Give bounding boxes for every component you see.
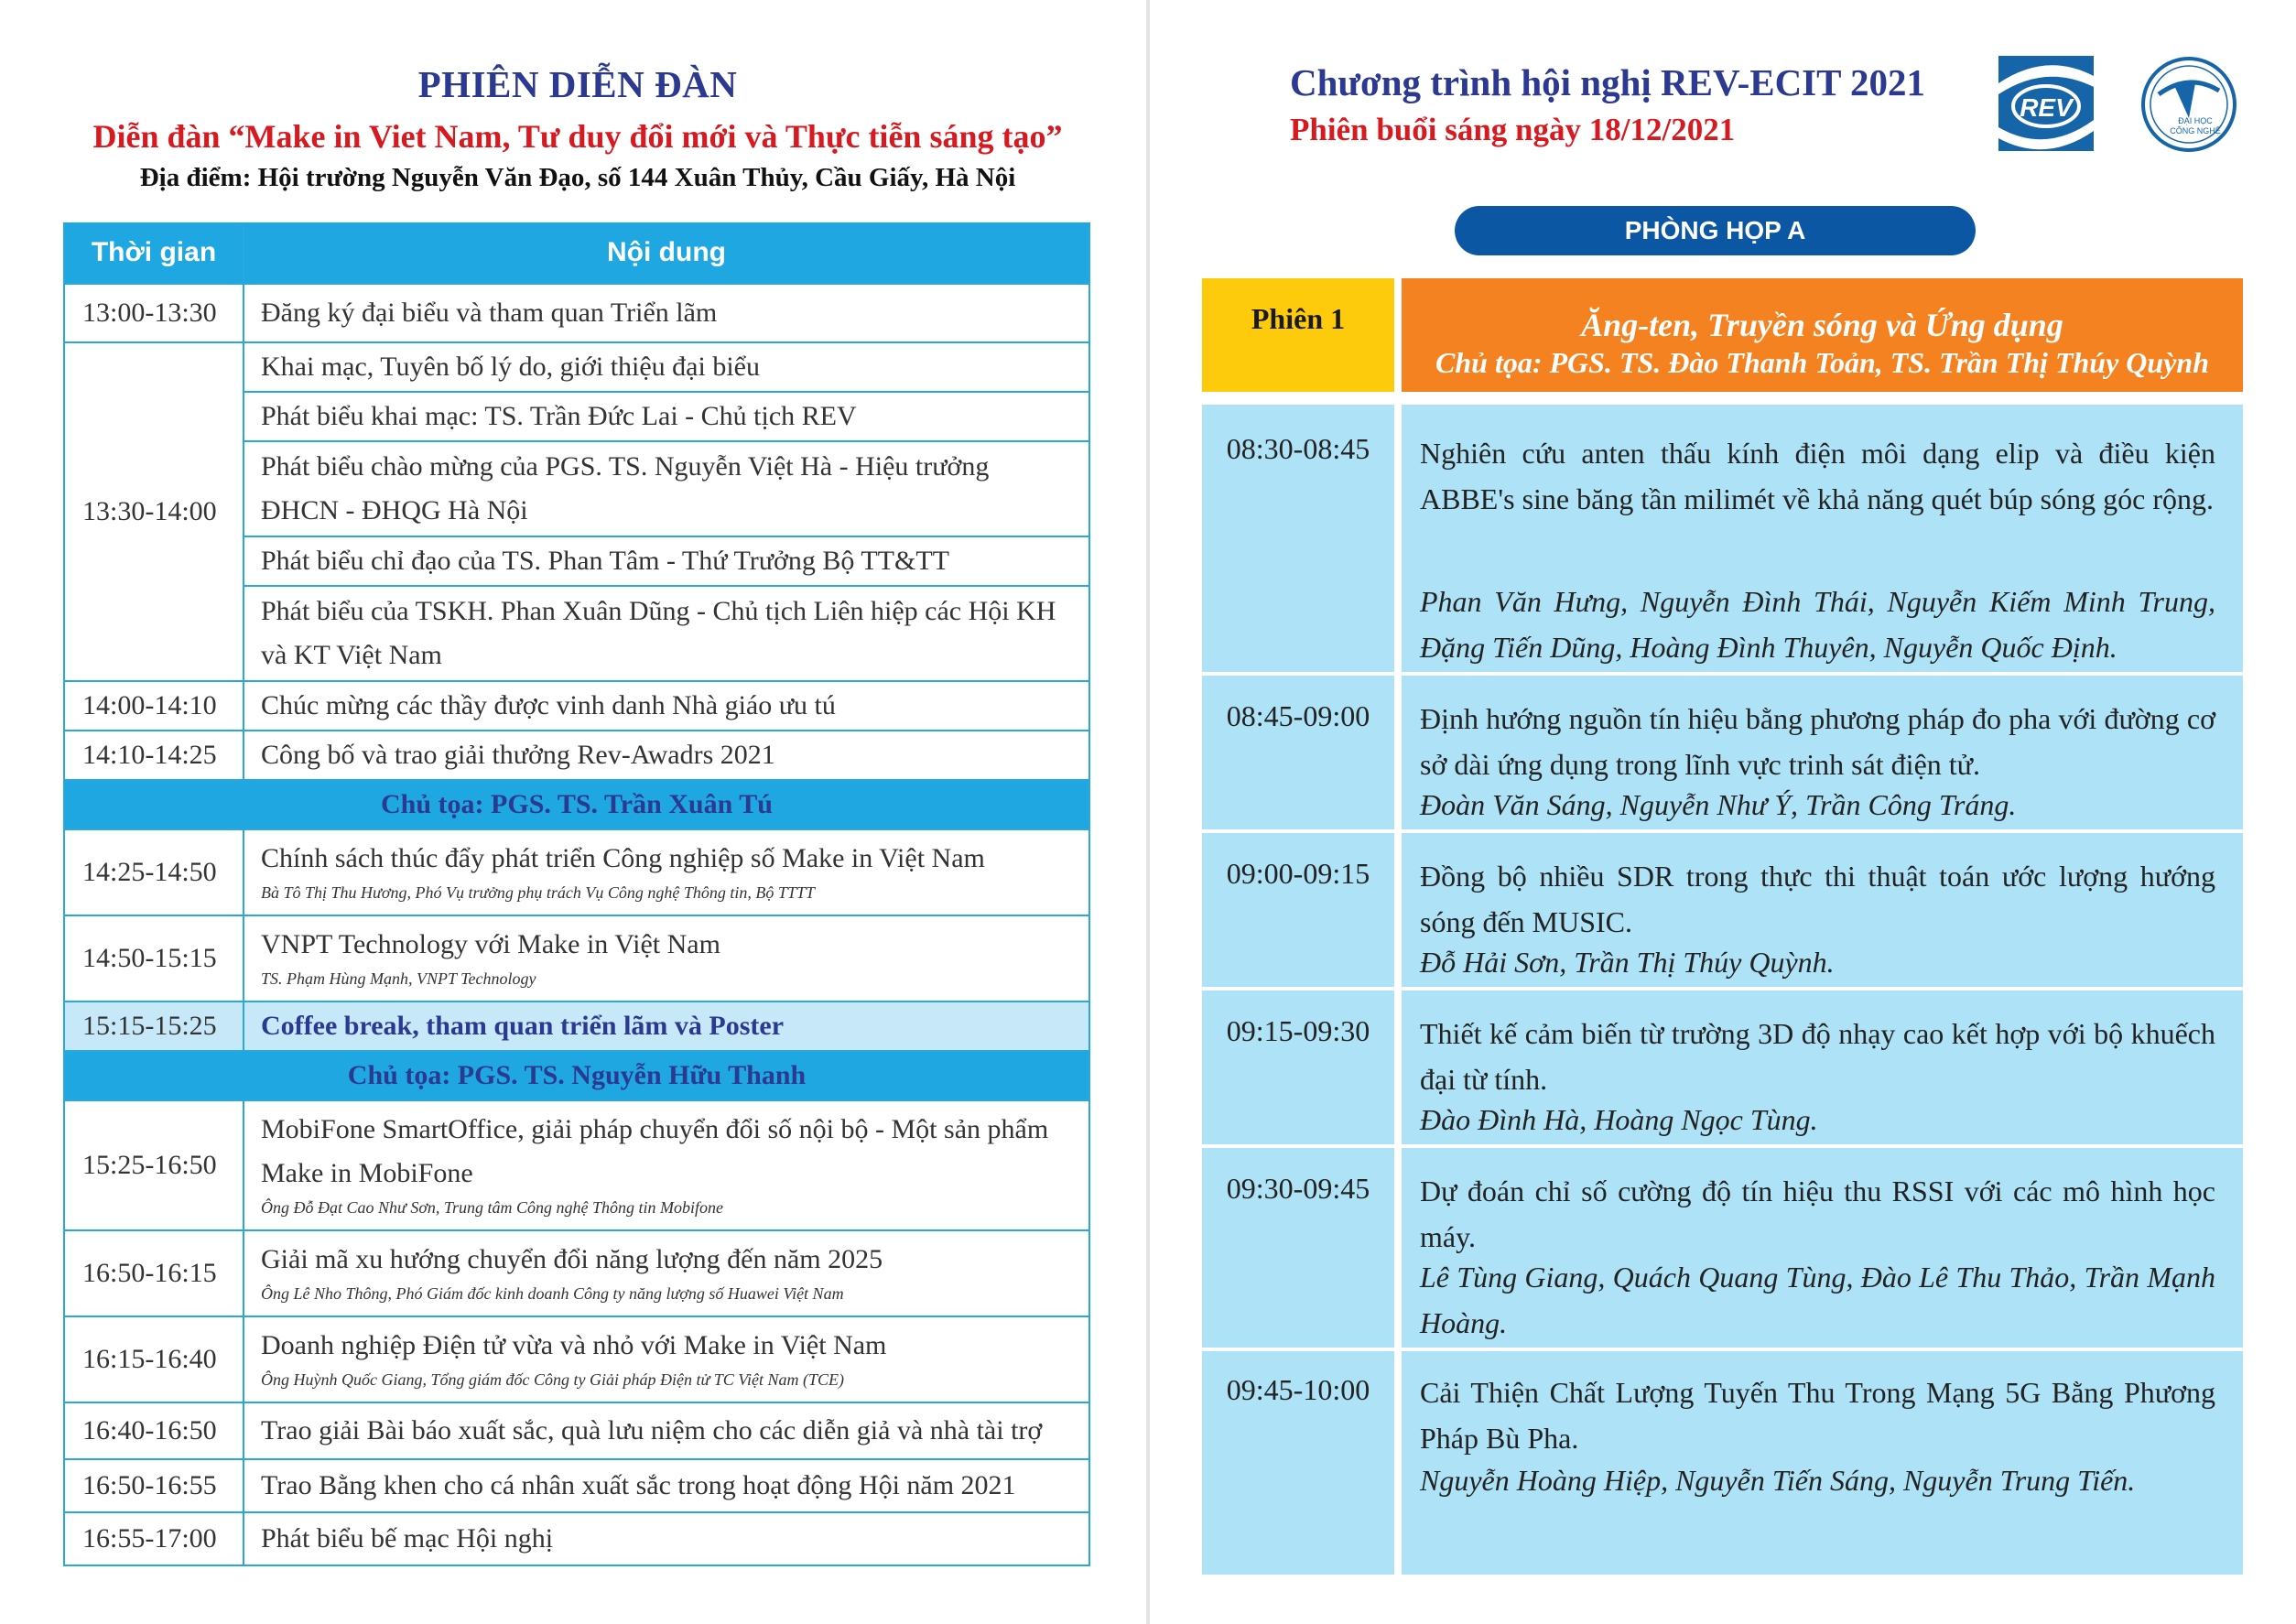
talk-title: MobiFone SmartOffice, giải pháp chuyển đổi số nội bộ - Một sản phẩm Make in MobiFone [261, 1114, 1049, 1188]
program-title: Chương trình hội nghị REV-ECIT 2021 [1290, 61, 1925, 103]
table-row [64, 284, 1089, 342]
row-time: 14:00-14:10 [64, 681, 244, 731]
row-content: Phát biểu chỉ đạo của TS. Phan Tâm - Thứ Trưởng Bộ TT&TT [244, 536, 1089, 586]
talk-title: Cải Thiện Chất Lượng Tuyến Thu Trong Mạng 5G Bằng Phương Pháp Bù Pha. [1420, 1376, 2215, 1455]
rev-logo-text: REV [2020, 93, 2073, 122]
talk-title: Dự đoán chỉ số cường độ tín hiệu thu RSSI với các mô hình học máy. [1420, 1175, 2215, 1253]
session-chairs: Chủ tọa: PGS. TS. Đào Thanh Toản, TS. Trần Thị Thúy Quỳnh [1435, 346, 2209, 379]
row-content: Trao giải Bài báo xuất sắc, quà lưu niệm cho các diễn giả và nhà tài trợ [244, 1402, 1089, 1459]
chair-row [64, 780, 1089, 829]
row-content: Trao Bằng khen cho cá nhân xuất sắc trong hoạt động Hội năm 2021 [244, 1459, 1089, 1512]
row-time: 14:50-15:15 [64, 915, 244, 1001]
session-header [1402, 278, 2243, 392]
talk-time: 08:45-09:00 [1226, 699, 1370, 732]
row-content: Công bố và trao giải thưởng Rev-Awadrs 2021 [244, 731, 1089, 780]
talk-time: 08:30-08:45 [1226, 432, 1370, 465]
university-logo-text-2: CÔNG NGHỆ [2170, 126, 2221, 135]
header-content: Nội dung [244, 222, 1089, 284]
rev-logo-icon [1998, 56, 2094, 151]
talk-title: Thiết kế cảm biến từ trường 3D độ nhạy cao kết hợp với bộ khuếch đại từ tính. [1420, 1017, 2215, 1096]
university-logo-text-1: ĐẠI HỌC [2178, 116, 2213, 125]
talk-time: 09:15-09:30 [1226, 1014, 1370, 1047]
forum-subtitle: Diễn đàn “Make in Viet Nam, Tư duy đổi mới và Thực tiễn sáng tạo” [92, 118, 1063, 155]
table-row [64, 1230, 1089, 1316]
row-content: Phát biểu chào mừng của PGS. TS. Nguyễn Việt Hà - Hiệu trưởng ĐHCN - ĐHQG Hà Nội [244, 441, 1089, 536]
talks-table [1202, 405, 2243, 1575]
row-content: Phát biểu bế mạc Hội nghị [244, 1512, 1089, 1565]
talk-time: 09:00-09:15 [1226, 857, 1370, 890]
talk-authors: Lê Tùng Giang, Quách Quang Tùng, Đào Lê Thu Thảo, Trần Mạnh Hoàng. [1420, 1261, 2215, 1339]
table-row [64, 1512, 1089, 1565]
table-header-row [64, 222, 1089, 284]
row-content [244, 1230, 1089, 1316]
speaker-note: Bà Tô Thị Thu Hương, Phó Vụ trưởng phụ trách Vụ Công nghệ Thông tin, Bộ TTTT [261, 883, 815, 902]
session-title: Ăng-ten, Truyền sóng và Ứng dụng [1581, 307, 2063, 343]
row-time: 16:15-16:40 [64, 1316, 244, 1402]
row-time: 14:25-14:50 [64, 829, 244, 915]
table-row [64, 829, 1089, 915]
coffee-break-row [64, 1001, 1089, 1051]
talk-authors: Đào Đình Hà, Hoàng Ngọc Tùng. [1420, 1103, 1818, 1136]
row-content: Phát biểu của TSKH. Phan Xuân Dũng - Chủ tịch Liên hiệp các Hội KH và KT Việt Nam [244, 586, 1089, 681]
table-row [64, 1402, 1089, 1459]
table-row [64, 1100, 1089, 1230]
university-logo-icon [2140, 56, 2237, 153]
chair-label: Chủ tọa: PGS. TS. Trần Xuân Tú [64, 780, 1089, 829]
chair-label: Chủ tọa: PGS. TS. Nguyễn Hữu Thanh [64, 1051, 1089, 1100]
table-row [64, 681, 1089, 731]
table-row [64, 915, 1089, 1001]
row-content: Đăng ký đại biểu và tham quan Triển lãm [244, 284, 1089, 342]
speaker-note: Ông Huỳnh Quốc Giang, Tổng giám đốc Công ty Giải pháp Điện tử TC Việt Nam (TCE) [261, 1370, 844, 1389]
row-separator [1202, 672, 2243, 676]
talk-authors: Phan Văn Hưng, Nguyễn Đình Thái, Nguyễn Kiếm Minh Trung, Đặng Tiến Dũng, Hoàng Đình Thuyên, Nguyễn Quốc Định. [1420, 585, 2215, 664]
row-content: Phát biểu khai mạc: TS. Trần Đức Lai - Chủ tịch REV [244, 392, 1089, 441]
row-time: 13:00-13:30 [64, 284, 244, 342]
table-row [64, 342, 1089, 392]
row-content [244, 1100, 1089, 1230]
forum-location: Địa điểm: Hội trường Nguyễn Văn Đạo, số 144 Xuân Thủy, Cầu Giấy, Hà Nội [139, 163, 1016, 192]
rev-logo [1998, 56, 2094, 151]
talk-title: Chính sách thúc đẩy phát triển Công nghiệp số Make in Việt Nam [261, 843, 985, 873]
talk-title: Giải mã xu hướng chuyển đổi năng lượng đến năm 2025 [261, 1244, 883, 1274]
row-separator [1202, 1348, 2243, 1351]
header-time: Thời gian [64, 222, 244, 284]
chair-row [64, 1051, 1089, 1100]
row-time: 16:55-17:00 [64, 1512, 244, 1565]
right-page [1150, 0, 2296, 1624]
forum-title: PHIÊN DIỄN ĐÀN [417, 63, 738, 105]
row-separator [1202, 829, 2243, 833]
talk-title: Nghiên cứu anten thấu kính điện môi dạng elip và điều kiện ABBE's sine băng tần milimét về khả năng quét búp sóng góc rộng. [1420, 437, 2215, 515]
speaker-note: Ông Lê Nho Thông, Phó Giám đốc kinh doanh Công ty năng lượng số Huawei Việt Nam [261, 1284, 844, 1303]
talk-title: VNPT Technology với Make in Việt Nam [261, 929, 720, 959]
row-time: 16:50-16:55 [64, 1459, 244, 1512]
table-row [64, 731, 1089, 780]
talk-authors: Nguyễn Hoàng Hiệp, Nguyễn Tiến Sáng, Nguyễn Trung Tiến. [1420, 1464, 2136, 1497]
talk-authors: Đỗ Hải Sơn, Trần Thị Thúy Quỳnh. [1420, 946, 1835, 979]
speaker-note: Ông Đỗ Đạt Cao Như Sơn, Trung tâm Công nghệ Thông tin Mobifone [261, 1198, 723, 1217]
talk-title: Đồng bộ nhiều SDR trong thực thi thuật toán ước lượng hướng sóng đến MUSIC. [1420, 860, 2215, 938]
table-row [64, 1316, 1089, 1402]
talk-authors: Đoàn Văn Sáng, Nguyễn Như Ý, Trần Công Tráng. [1420, 788, 2017, 821]
program-subtitle: Phiên buổi sáng ngày 18/12/2021 [1290, 112, 1736, 147]
row-content: Coffee break, tham quan triển lãm và Poster [244, 1001, 1089, 1051]
session-label: Phiên 1 [1202, 278, 1394, 392]
talk-title: Định hướng nguồn tín hiệu bằng phương pháp đo pha với đường cơ sở dài ứng dụng trong lĩnh vực trinh sát điện tử. [1420, 702, 2215, 781]
left-page [0, 0, 1146, 1624]
row-content [244, 915, 1089, 1001]
row-time: 16:40-16:50 [64, 1402, 244, 1459]
table-row [64, 1459, 1089, 1512]
talk-time: 09:45-10:00 [1226, 1373, 1370, 1406]
row-time: 15:25-16:50 [64, 1100, 244, 1230]
row-content [244, 829, 1089, 915]
row-time: 16:50-16:15 [64, 1230, 244, 1316]
row-time: 13:30-14:00 [64, 342, 244, 681]
talk-title: Doanh nghiệp Điện tử vừa và nhỏ với Make in Việt Nam [261, 1330, 887, 1360]
forum-schedule-table [63, 222, 1090, 1566]
row-time: 15:15-15:25 [64, 1001, 244, 1051]
row-content: Khai mạc, Tuyên bố lý do, giới thiệu đại biểu [244, 342, 1089, 392]
university-logo [2140, 56, 2237, 153]
room-label: PHÒNG HỌP A [1455, 206, 1976, 255]
row-content [244, 1316, 1089, 1402]
row-content: Chúc mừng các thầy được vinh danh Nhà giáo ưu tú [244, 681, 1089, 731]
row-time: 14:10-14:25 [64, 731, 244, 780]
row-separator [1202, 1144, 2243, 1148]
speaker-note: TS. Phạm Hùng Mạnh, VNPT Technology [261, 969, 536, 988]
row-separator [1202, 987, 2243, 991]
talk-time: 09:30-09:45 [1226, 1172, 1370, 1205]
